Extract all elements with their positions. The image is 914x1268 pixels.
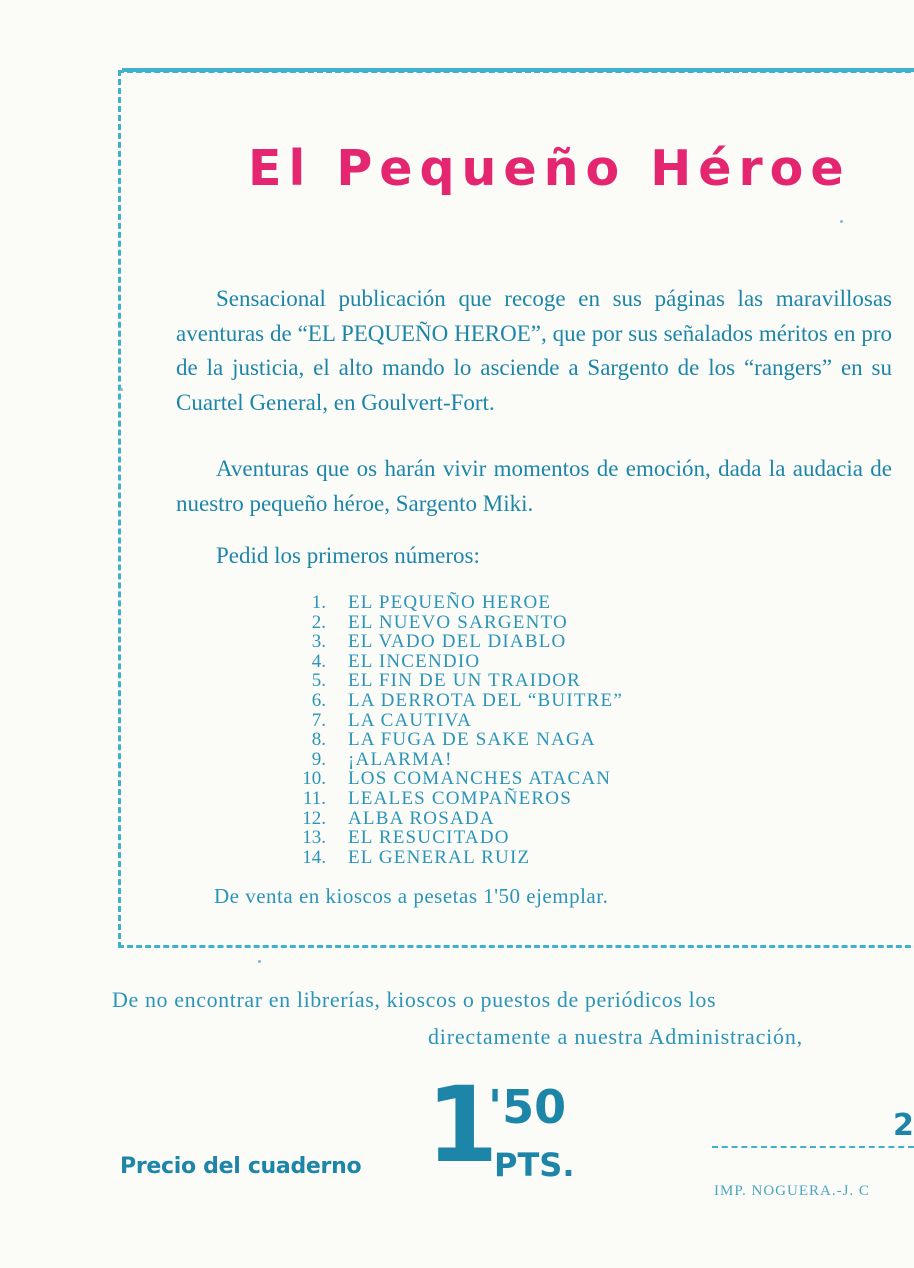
price-fraction: '50 (488, 1080, 567, 1134)
issue-item (296, 789, 623, 809)
issue-number: 1. (311, 592, 326, 613)
issue-title: LA CAUTIVA (348, 709, 473, 731)
issue-item (296, 691, 623, 711)
issue-item (296, 613, 623, 633)
issue-title: EL GENERAL RUIZ (348, 846, 531, 868)
imprint-rule (712, 1146, 914, 1148)
issue-title: ¡ALARMA! (348, 748, 453, 770)
issue-item (296, 593, 623, 613)
sale-line: De venta en kioscos a pesetas 1'50 ejemplar. (214, 884, 609, 908)
issue-number: 13. (302, 827, 326, 849)
issue-number: 3. (311, 631, 326, 653)
issue-item (296, 769, 623, 789)
issue-number: 10. (302, 768, 326, 790)
issue-number: 7. (311, 709, 326, 731)
issue-item (296, 828, 623, 848)
ad-teaser-text: Aventuras que os harán vivir momentos de emoción, dada la audacia de nuestro pequeño héroe, Sargento Miki. (176, 456, 892, 516)
issue-item (296, 750, 623, 770)
ink-speck (840, 220, 843, 223)
issue-number: 8. (311, 729, 326, 751)
issue-title: EL INCENDIO (348, 650, 481, 672)
ad-title: El Pequeño Héroe (248, 140, 851, 197)
ad-teaser (176, 452, 892, 521)
availability-note-line-1: De no encontrar en librerías, kioscos o puestos de periódicos los (112, 987, 717, 1012)
issue-title: EL FIN DE UN TRAIDOR (348, 670, 581, 692)
issue-number: 14. (302, 846, 326, 868)
issue-title: EL PEQUEÑO HEROE (348, 592, 552, 613)
issue-number: 9. (311, 748, 326, 770)
price-unit: PTS. (494, 1146, 575, 1184)
issue-title: ALBA ROSADA (348, 807, 495, 829)
issue-title: LEALES COMPAÑEROS (348, 787, 572, 809)
issue-title: LA FUGA DE SAKE NAGA (348, 729, 596, 751)
issue-item (296, 671, 623, 691)
issue-title: EL RESUCITADO (348, 827, 510, 849)
printer-imprint: IMP. NOGUERA.-J. C (714, 1183, 870, 1199)
issue-title: EL NUEVO SARGENTO (348, 611, 568, 633)
issue-title: LOS COMANCHES ATACAN (348, 768, 612, 790)
issue-item (296, 632, 623, 652)
issue-number: 5. (311, 670, 326, 692)
issue-number: 11. (302, 787, 326, 809)
issue-title: LA DERROTA DEL “BUITRE” (348, 689, 623, 711)
issue-item (296, 848, 623, 868)
price-whole: 1 (426, 1064, 499, 1186)
issue-item (296, 652, 623, 672)
issue-number: 12. (302, 807, 326, 829)
issue-number: 4. (311, 650, 326, 672)
issue-item (296, 711, 623, 731)
issue-item (296, 809, 623, 829)
issue-list (296, 593, 623, 867)
page-number: 2 (893, 1108, 914, 1143)
ad-description-text: Sensacional publicación que recoge en sus páginas las maravillosas aventuras de “EL PEQUEÑO HEROE”, que por sus señalados méritos en pro de la justicia, el alto mando lo asciende a Sargento de los “rangers” en su Cuartel General, en Goulvert-Fort. (176, 286, 892, 415)
availability-note-line-2: directamente a nuestra Administración, (428, 1024, 803, 1049)
ink-speck (120, 388, 123, 391)
ad-description (176, 282, 892, 420)
issue-title: EL VADO DEL DIABLO (348, 631, 567, 653)
issue-item (296, 730, 623, 750)
issue-number: 2. (311, 611, 326, 633)
ink-speck (258, 960, 261, 963)
order-heading: Pedid los primeros números: (216, 543, 480, 568)
price-label: Precio del cuaderno (120, 1154, 362, 1179)
issue-number: 6. (311, 689, 326, 711)
